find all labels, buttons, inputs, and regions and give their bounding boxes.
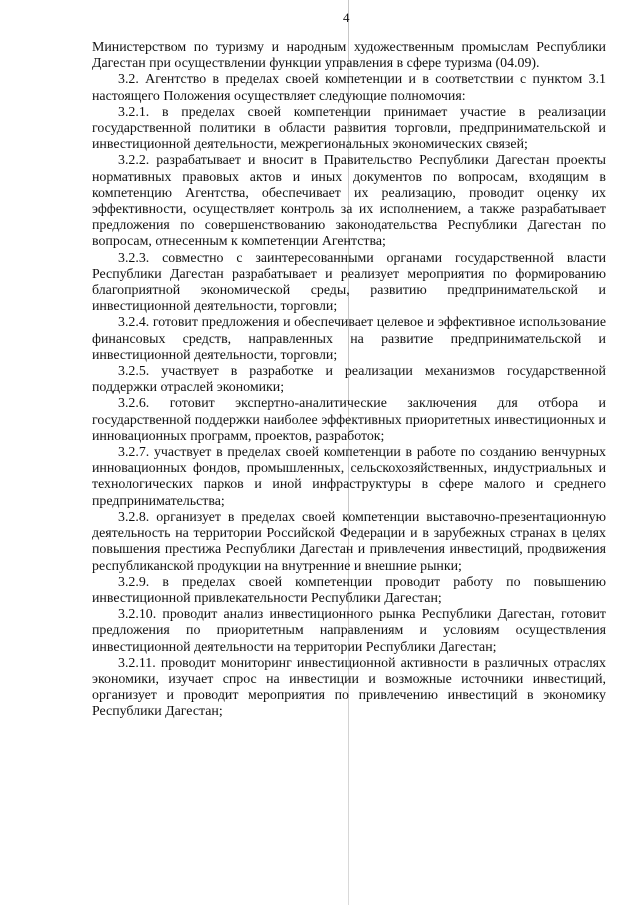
paragraph-3-2-3: 3.2.3. совместно с заинтересованными органами государственной власти Республики Дагестан разрабатывает и реализует мероприятия по формированию благоприятной экономической среды, развитию предпринимательской и инвестиционной деятельности, торговли; (92, 250, 606, 315)
paragraph-continuation: Министерством по туризму и народным художественным промыслам Республики Дагестан при осуществлении функции управления в сфере туризма (04.09). (92, 40, 606, 72)
paragraph-3-2-9: 3.2.9. в пределах своей компетенции проводит работу по повышению инвестиционной привлекательности Республики Дагестан; (92, 574, 606, 606)
paragraph-3-2-2: 3.2.2. разрабатывает и вносит в Правительство Республики Дагестан проекты нормативных правовых актов и иных документов по вопросам, входящим в компетенцию Агентства, обеспечивает их реализацию, проводит оценку их эффективности, осуществляет контроль за их исполнением, а также разрабатывает предложения по совершенствованию законодательства Республики Дагестан по вопросам, отнесенным к компетенции Агентства; (92, 153, 606, 250)
paragraph-3-2-7: 3.2.7. участвует в пределах своей компетенции в работе по созданию венчурных инновационных фондов, промышленных, сельскохозяйственных, индустриальных и технологических парков и иной инфраструктуры в сфере малого и среднего предпринимательства; (92, 445, 606, 509)
document-body (92, 40, 606, 721)
paragraph-3-2-10: 3.2.10. проводит анализ инвестиционного рынка Республики Дагестан, готовит предложения по приоритетным направлениям и условиям осуществления инвестиционной деятельности на территории Республики Дагестан; (92, 607, 606, 655)
paragraph-3-2-11: 3.2.11. проводит мониторинг инвестиционной активности в различных отраслях экономики, изучает спрос на инвестиции и возможные источники инвестиций, организует и проводит мероприятия по привлечению инвестиций в экономику Республики Дагестан; (92, 655, 606, 720)
paragraph-3-2-1: 3.2.1. в пределах своей компетенции принимает участие в реализации государственной политики в области развития торговли, предпринимательской и инвестиционной деятельности, межрегиональных экономических связей; (92, 104, 606, 153)
paragraph-3-2: 3.2. Агентство в пределах своей компетенции и в соответствии с пунктом 3.1 настоящего Положения осуществляет следующие полномочия: (92, 72, 606, 104)
paragraph-3-2-6: 3.2.6. готовит экспертно-аналитические заключения для отбора и государственной поддержки наиболее эффективных приоритетных инвестиционных и инновационных программ, проектов, разработок; (92, 396, 606, 444)
paragraph-3-2-5: 3.2.5. участвует в разработке и реализации механизмов государственной поддержки отраслей экономики; (92, 364, 606, 396)
page-number: 4 (343, 10, 350, 25)
paragraph-3-2-8: 3.2.8. организует в пределах своей компетенции выставочно-презентационную деятельность на территории Российской Федерации и в зарубежных странах в целях повышения престижа Республики Дагестан и привлечения инвестиций, продвижения республиканской продукции на внутренние и внешние рынки; (92, 509, 606, 574)
paragraph-3-2-4: 3.2.4. готовит предложения и обеспечивает целевое и эффективное использование финансовых средств, направленных на развитие предпринимательской и инвестиционной деятельности, торговли; (92, 315, 606, 363)
